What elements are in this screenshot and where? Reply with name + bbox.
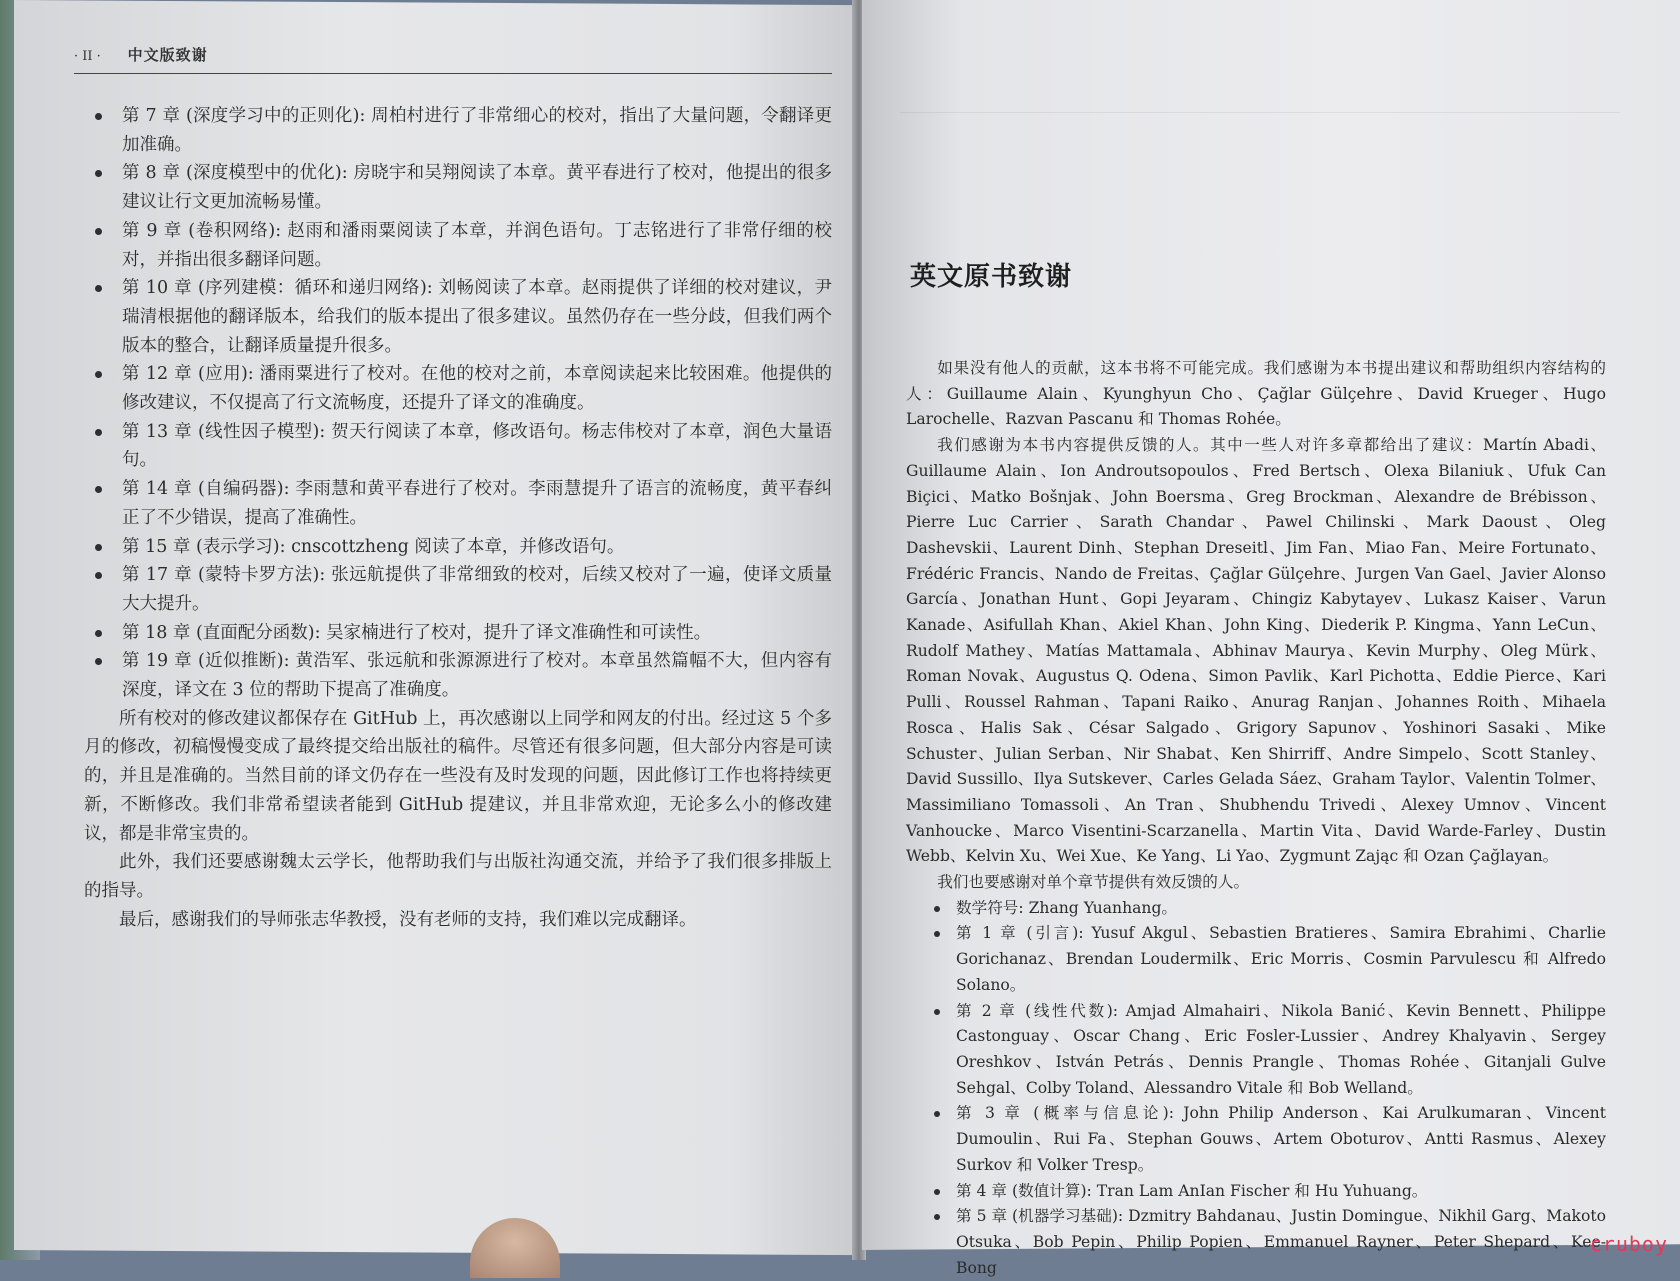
list-item: 第 18 章 (直面配分函数): 吴家楠进行了校对，提升了译文准确性和可读性。 <box>84 619 832 648</box>
left-paragraph-thanks-advisor: 最后，感谢我们的导师张志华教授，没有老师的支持，我们难以完成翻译。 <box>119 909 697 930</box>
list-item: 第 12 章 (应用): 潘雨粟进行了校对。在他的校对之前，本章阅读起来比较困难。他提供的修改建议，不仅提高了行文流畅度，还提升了译文的准确度。 <box>84 360 832 417</box>
section-title: 英文原书致谢 <box>910 262 1073 292</box>
list-item: 第 3 章 (概率与信息论): John Philip Anderson、Kai Arulkumaran、Vincent Dumoulin、Rui Fa、Stephan Gouws、Artem Oboturov、Antti Rasmus、Alexey Surkov 和 Volker Tresp。 <box>926 1101 1606 1178</box>
bullet-icon <box>95 170 102 177</box>
list-item: 第 19 章 (近似推断): 黄浩军、张远航和张源源进行了校对。本章虽然篇幅不大，但内容有深度，译文在 3 位的帮助下提高了准确度。 <box>84 647 832 704</box>
bullet-icon <box>95 658 102 665</box>
running-head-title: 中文版致谢 <box>127 46 208 64</box>
bullet-icon <box>95 429 102 436</box>
list-item: 第 10 章 (序列建模：循环和递归网络): 刘畅阅读了本章。赵雨提供了详细的校对建议，尹瑞清根据他的翻译版本，给我们的版本提出了很多建议。虽然仍存在一些分歧，但我们两个版本的整合，让翻译质量提升很多。 <box>84 274 832 360</box>
bullet-icon <box>934 931 940 937</box>
right-chapter-list <box>906 896 1606 1281</box>
list-item: 第 7 章 (深度学习中的正则化): 周柏村进行了非常细心的校对，指出了大量问题，令翻译更加准确。 <box>84 102 832 159</box>
list-item: 数学符号: Zhang Yuanhang。 <box>926 896 1606 922</box>
list-item: 第 14 章 (自编码器): 李雨慧和黄平春进行了校对。李雨慧提升了语言的流畅度，黄平春纠正了不少错误，提高了准确性。 <box>84 475 832 532</box>
bullet-icon <box>95 544 102 551</box>
running-head <box>74 44 832 74</box>
list-item: 第 2 章 (线性代数): Amjad Almahairi、Nikola Banić、Kevin Bennett、Philippe Castonguay、Oscar Chang、Eric Fosler-Lussier、Andrey Khalyavin、Sergey Oreshkov、István Petrás、Dennis Prangle、Thomas Rohée、Gitanjali Gulve Sehgal、Colby Toland、Alessandro Vitale 和 Bob Welland。 <box>926 999 1606 1102</box>
list-item: 第 1 章 (引言): Yusuf Akgul、Sebastien Bratieres、Samira Ebrahimi、Charlie Gorichanaz、Brendan Loudermilk、Eric Morris、Cosmin Parvulescu 和 Alfredo Solano。 <box>926 921 1606 998</box>
list-item: 第 15 章 (表示学习): cnscottzheng 阅读了本章，并修改语句。 <box>84 533 832 562</box>
list-item: 第 13 章 (线性因子模型): 贺天行阅读了本章，修改语句。杨志伟校对了本章，润色大量语句。 <box>84 418 832 475</box>
left-chapter-list <box>84 102 832 705</box>
left-paragraph-thanks-senior: 此外，我们还要感谢魏太云学长，他帮助我们与出版社沟通交流，并给予了我们很多排版上的指导。 <box>84 852 832 901</box>
list-item: 第 5 章 (机器学习基础): Dzmitry Bahdanau、Justin Domingue、Nikhil Garg、Makoto Otsuka、Bob Pepin、Philip Popien、Emmanuel Rayner、Peter Shepard、Kee-Bong <box>926 1204 1606 1281</box>
right-paragraph-structure: 如果没有他人的贡献，这本书将不可能完成。我们感谢为本书提出建议和帮助组织内容结构的人：Guillaume Alain、Kyunghyun Cho、Çağlar Gülçehre、David Krueger、Hugo Larochelle、Razvan Pascanu 和 Thomas Rohée。 <box>906 359 1606 429</box>
bullet-icon <box>95 572 102 579</box>
bullet-icon <box>95 486 102 493</box>
bullet-icon <box>95 371 102 378</box>
left-page-body <box>84 102 832 934</box>
list-item: 第 17 章 (蒙特卡罗方法): 张远航提供了非常细致的校对，后续又校对了一遍，使译文质量大大提升。 <box>84 561 832 618</box>
list-item: 第 4 章 (数值计算): Tran Lam AnIan Fischer 和 Hu Yuhuang。 <box>926 1179 1606 1205</box>
list-item: 第 8 章 (深度模型中的优化): 房晓宇和吴翔阅读了本章。黄平春进行了校对，他提出的很多建议让行文更加流畅易懂。 <box>84 159 832 216</box>
watermark: cruboy <box>1589 1232 1668 1256</box>
bullet-icon <box>95 228 102 235</box>
bullet-icon <box>95 113 102 120</box>
bullet-icon <box>934 1189 940 1195</box>
bullet-icon <box>934 906 940 912</box>
bullet-icon <box>95 285 102 292</box>
right-paragraph-chapter-feedback: 我们也要感谢对单个章节提供有效反馈的人。 <box>937 873 1250 892</box>
bullet-icon <box>934 1111 940 1117</box>
bullet-icon <box>95 630 102 637</box>
right-page-body <box>906 356 1606 1281</box>
bullet-icon <box>934 1214 940 1220</box>
bullet-icon <box>934 1009 940 1015</box>
left-paragraph-github: 所有校对的修改建议都保存在 GitHub 上，再次感谢以上同学和网友的付出。经过这 5 个多月的修改，初稿慢慢变成了最终提交给出版社的稿件。尽管还有很多问题，但大部分内容是可读的，并且是准确的。当然目前的译文仍存在一些没有及时发现的问题，因此修订工作也将持续更新，不断修改。我们非常希望读者能到 GitHub 提建议，并且非常欢迎，无论多么小的修改建议，都是非常宝贵的。 <box>84 708 832 844</box>
right-paragraph-feedback: 我们感谢为本书内容提供反馈的人。其中一些人对许多章都给出了建议：Martín Abadi、Guillaume Alain、Ion Androutsopoulos、Fred Bertsch、Olexa Bilaniuk、Ufuk Can Biçici、Matko Bošnjak、John Boersma、Greg Brockman、Alexandre de Brébisson、Pierre Luc Carrier、Sarath Chandar、Pawel Chilinski、Mark Daoust、Oleg Dashevskii、Laurent Dinh、Stephan Dreseitl、Jim Fan、Miao Fan、Meire Fortunato、Frédéric Francis、Nando de Freitas、Çağlar Gülçehre、Jurgen Van Gael、Javier Alonso García、Jonathan Hunt、Gopi Jeyaram、Chingiz Kabytayev、Lukasz Kaiser、Varun Kanade、Asifullah Khan、Akiel Khan、John King、Diederik P. Kingma、Yann LeCun、Rudolf Mathey、Matías Mattamala、Abhinav Maurya、Kevin Murphy、Oleg Mürk、Roman Novak、Augustus Q. Odena、Simon Pavlik、Karl Pichotta、Eddie Pierce、Kari Pulli、Roussel Rahman、Tapani Raiko、Anurag Ranjan、Johannes Roith、Mihaela Rosca、Halis Sak、César Salgado、Grigory Sapunov、Yoshinori Sasaki、Mike Schuster、Julian Serban、Nir Shabat、Ken Shirriff、Andre Simpelo、Scott Stanley、David Sussillo、Ilya Sutskever、Carles Gelada Sáez、Graham Taylor、Valentin Tolmer、Massimiliano Tomassoli、An Tran、Shubhendu Trivedi、Alexey Umnov、Vincent Vanhoucke、Marco Visentini-Scarzanella、Martin Vita、David Warde-Farley、Dustin Webb、Kelvin Xu、Wei Xue、Ke Yang、Li Yao、Zygmunt Zając 和 Ozan Çağlayan。 <box>906 436 1606 866</box>
show-through-rule <box>900 92 1620 113</box>
page-number: · II · <box>74 49 101 64</box>
list-item: 第 9 章 (卷积网络): 赵雨和潘雨粟阅读了本章，并润色语句。丁志铭进行了非常仔细的校对，并指出很多翻译问题。 <box>84 217 832 274</box>
